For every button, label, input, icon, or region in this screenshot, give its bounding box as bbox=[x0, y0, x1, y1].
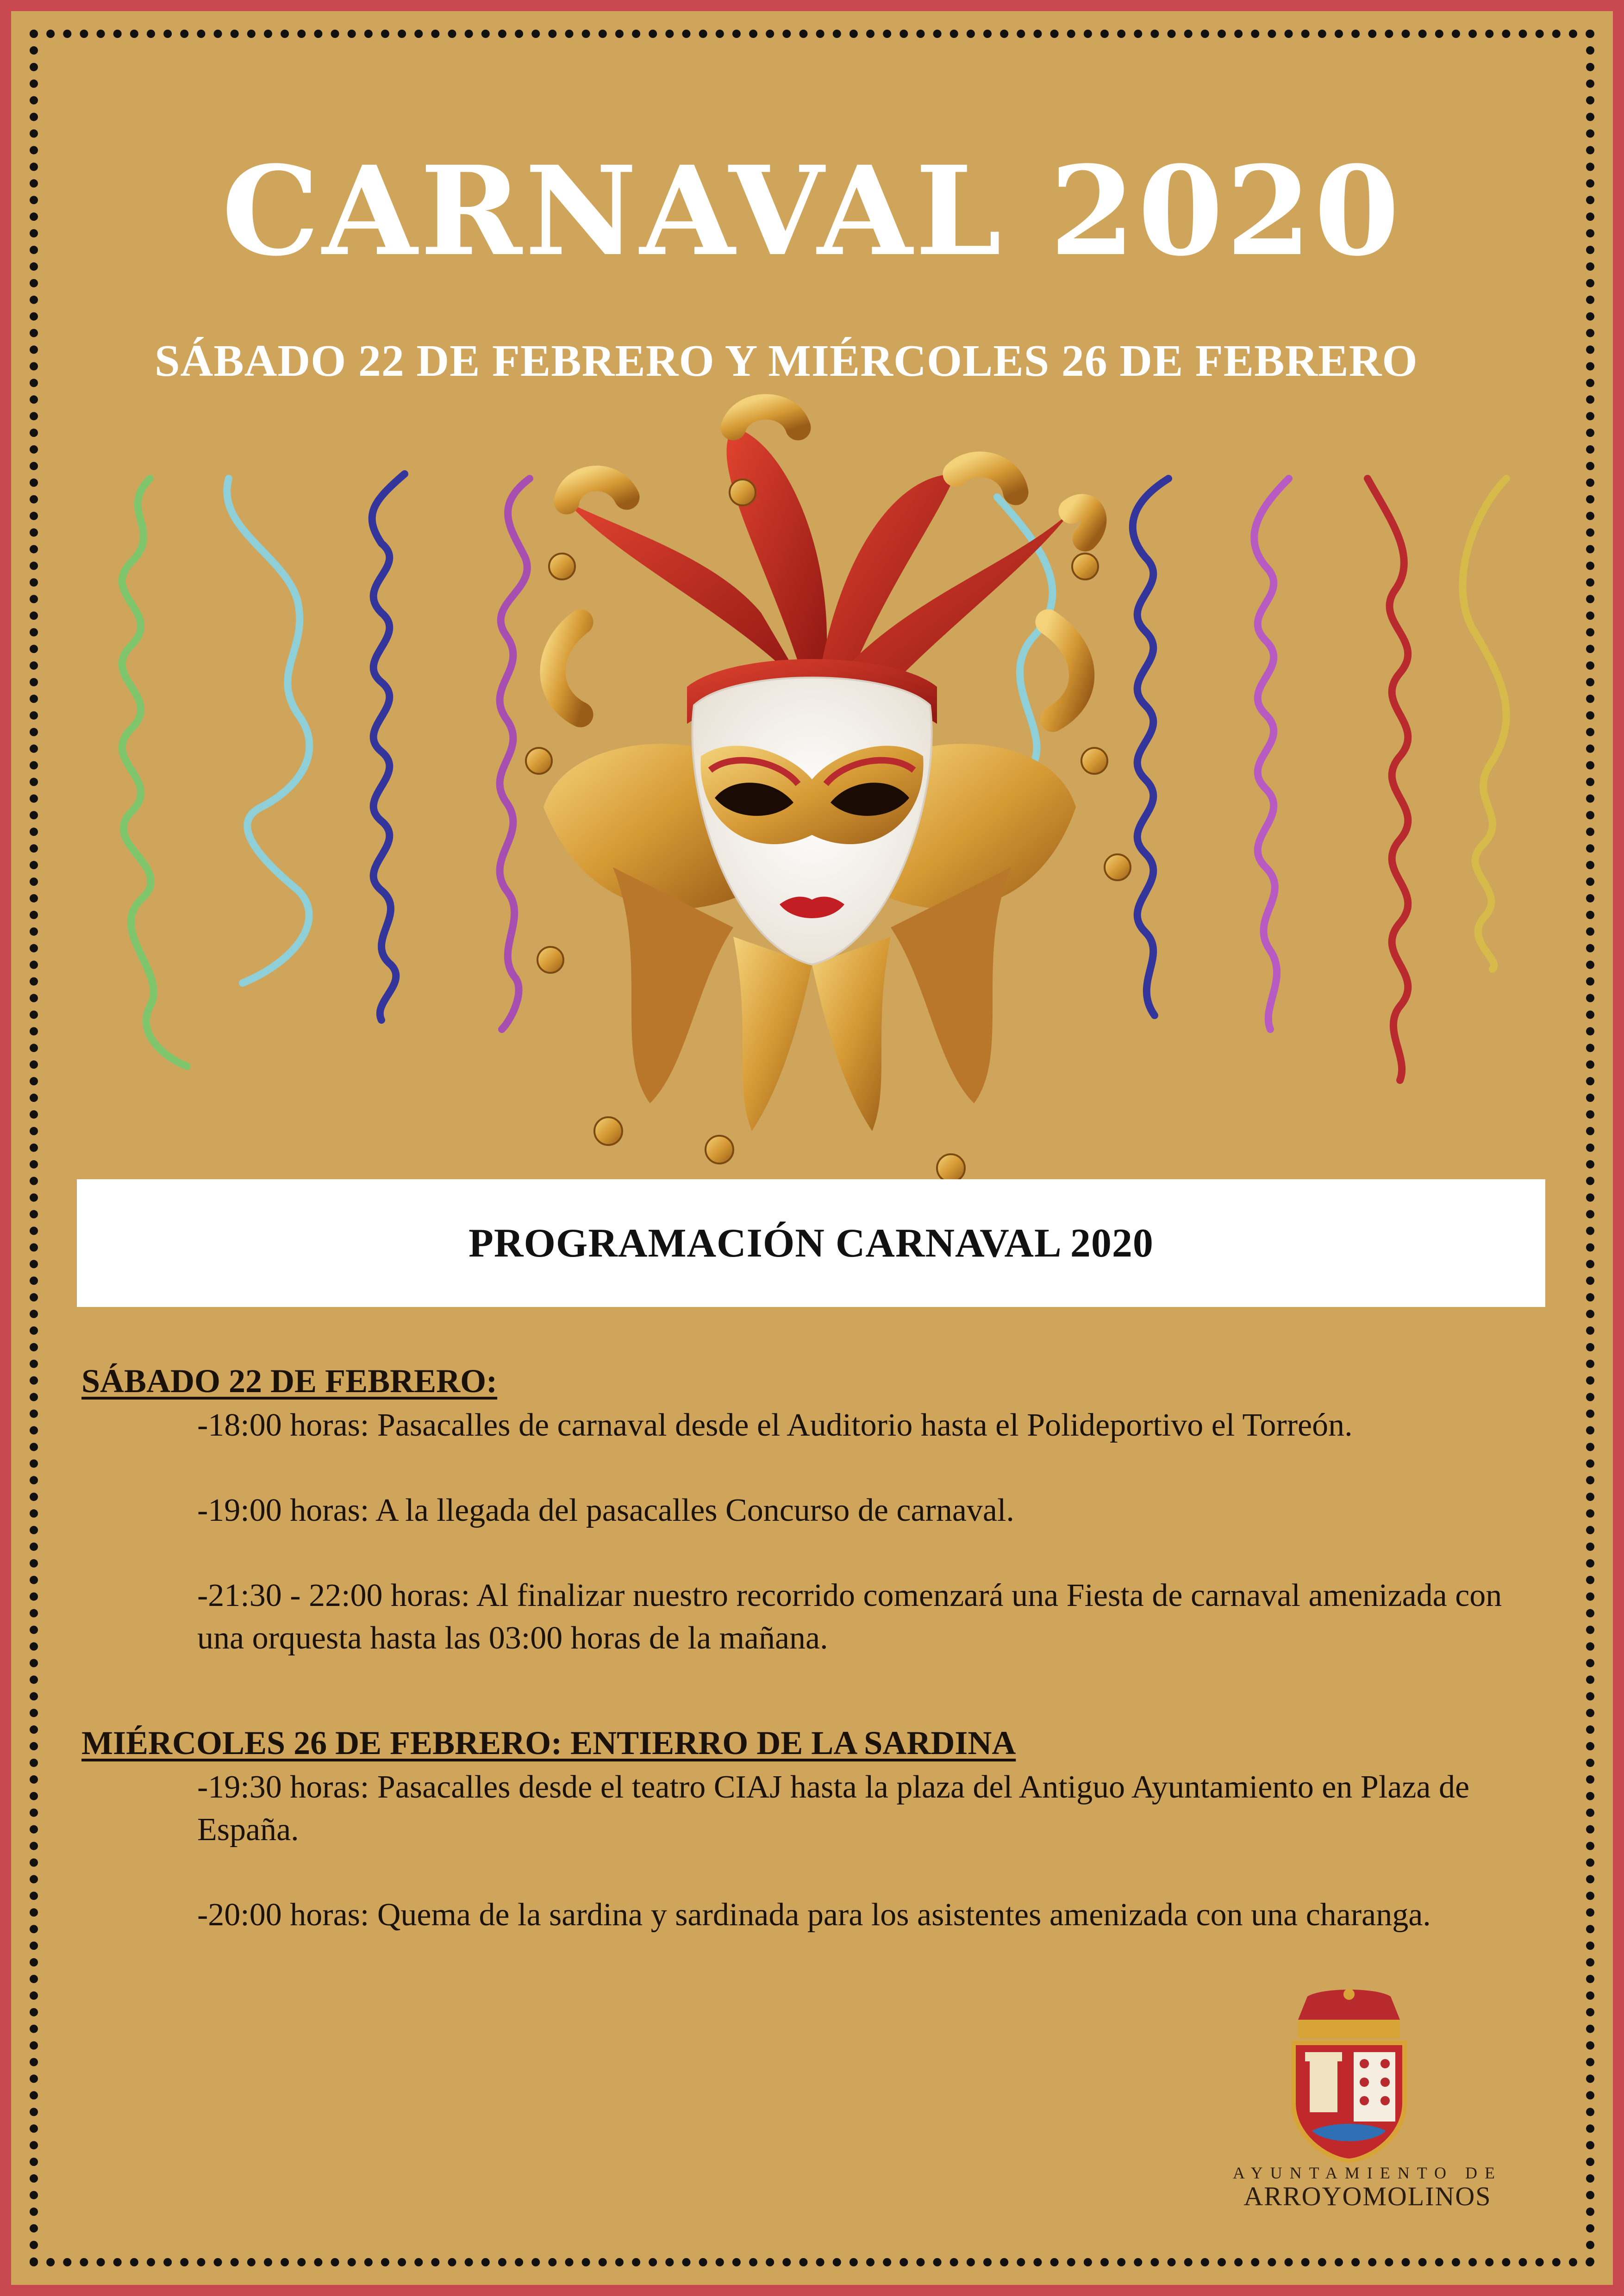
streamer-lightblue bbox=[227, 479, 309, 983]
crest-line1: AYUNTAMIENTO DE bbox=[1232, 2164, 1503, 2182]
schedule-item: -21:30 - 22:00 horas: Al finalizar nuestro recorrido comenzará una Fiesta de carnaval amenizada con una orquesta hasta las 03:00 horas de la mañana. bbox=[197, 1578, 1502, 1656]
municipal-crest-icon bbox=[1280, 1987, 1418, 2163]
streamer-blue-right bbox=[1133, 479, 1168, 1015]
streamer-gold bbox=[1462, 479, 1506, 969]
program-banner-title: PROGRAMACIÓN CARNAVAL 2020 bbox=[468, 1220, 1154, 1266]
event-dates: SÁBADO 22 DE FEBRERO Y MIÉRCOLES 26 DE FEBRERO bbox=[155, 336, 1418, 386]
streamer-purple-right bbox=[1254, 479, 1289, 1029]
streamer-green bbox=[122, 479, 187, 1066]
schedule-item: -20:00 horas: Quema de la sardina y sardinada para los asistentes amenizada con una charanga. bbox=[197, 1897, 1431, 1933]
schedule-item: -18:00 horas: Pasacalles de carnaval desde el Auditorio hasta el Polideportivo el Torreón. bbox=[197, 1407, 1353, 1443]
poster bbox=[11, 11, 1613, 2285]
crest-line2: ARROYOMOLINOS bbox=[1243, 2181, 1492, 2211]
streamer-red bbox=[1368, 479, 1408, 1080]
streamer-purple bbox=[500, 479, 530, 1029]
schedule-item: -19:00 horas: A la llegada del pasacalles Concurso de carnaval. bbox=[197, 1493, 1014, 1528]
poster-title: CARNAVAL 2020 bbox=[221, 139, 1403, 283]
saturday-heading: SÁBADO 22 DE FEBRERO: bbox=[81, 1363, 498, 1400]
municipality-name bbox=[1219, 2163, 1516, 2212]
program-banner bbox=[77, 1179, 1545, 1307]
streamer-blue bbox=[372, 474, 405, 1020]
wednesday-heading: MIÉRCOLES 26 DE FEBRERO: ENTIERRO DE LA SARDINA bbox=[81, 1724, 1016, 1761]
carnival-mask-icon bbox=[526, 407, 1131, 1182]
program-schedule bbox=[81, 1358, 1544, 1936]
schedule-item: -19:30 horas: Pasacalles desde el teatro CIAJ hasta la plaza del Antiguo Ayuntamiento en Plaza de España. bbox=[197, 1769, 1470, 1848]
